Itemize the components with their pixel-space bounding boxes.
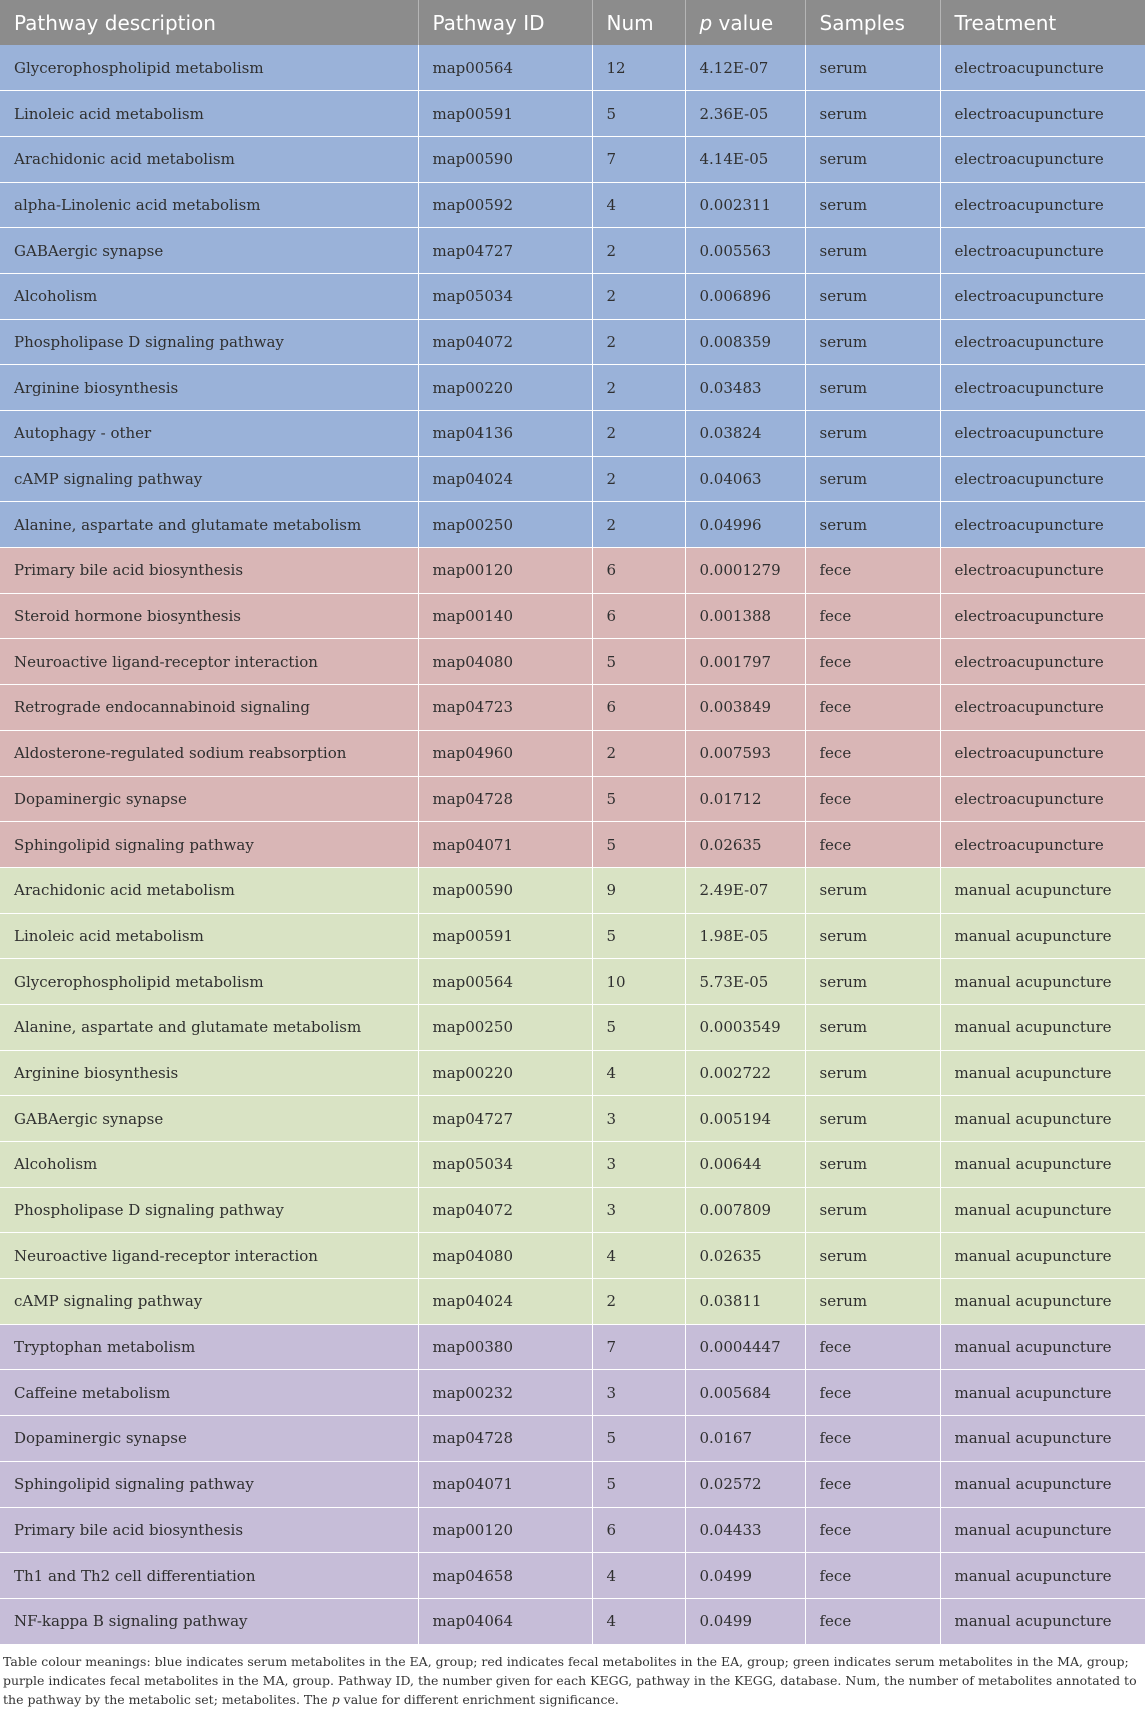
cell-pathway-id: map00564 [418,45,592,91]
cell-pathway-description: Retrograde endocannabinoid signaling [0,685,418,731]
cell-pathway-description: Glycerophospholipid metabolism [0,959,418,1005]
cell-pathway-id: map05034 [418,273,592,319]
cell-pathway-description: NF-kappa B signaling pathway [0,1598,418,1644]
cell-samples: serum [805,182,940,228]
cell-treatment: electroacupuncture [940,182,1145,228]
cell-treatment: manual acupuncture [940,1279,1145,1325]
cell-pathway-description: Neuroactive ligand-receptor interaction [0,639,418,685]
table-row [0,182,1145,228]
cell-treatment: electroacupuncture [940,639,1145,685]
cell-pathway-id: map04072 [418,319,592,365]
cell-pathway-description: Neuroactive ligand-receptor interaction [0,1233,418,1279]
cell-pathway-id: map04727 [418,228,592,274]
cell-pathway-id: map00591 [418,91,592,137]
cell-pathway-description: Sphingolipid signaling pathway [0,822,418,868]
cell-p-value: 0.0499 [685,1598,805,1644]
cell-p-value: 0.04063 [685,456,805,502]
table-row [0,730,1145,776]
table-row [0,867,1145,913]
cell-pathway-description: Arachidonic acid metabolism [0,136,418,182]
cell-pathway-id: map00120 [418,1507,592,1553]
cell-pathway-id: map04960 [418,730,592,776]
table-row [0,1416,1145,1462]
cell-samples: fece [805,1324,940,1370]
cell-pathway-id: map00140 [418,593,592,639]
header-pathway-description: Pathway description [0,0,418,45]
cell-num: 4 [592,1598,685,1644]
cell-treatment: manual acupuncture [940,913,1145,959]
cell-p-value: 2.36E-05 [685,91,805,137]
cell-samples: fece [805,593,940,639]
cell-treatment: electroacupuncture [940,228,1145,274]
table-row [0,639,1145,685]
cell-samples: serum [805,1279,940,1325]
cell-p-value: 0.01712 [685,776,805,822]
cell-pathway-id: map00220 [418,1050,592,1096]
cell-p-value: 5.73E-05 [685,959,805,1005]
cell-p-value: 0.04996 [685,502,805,548]
cell-pathway-description: cAMP signaling pathway [0,1279,418,1325]
cell-pathway-description: alpha-Linolenic acid metabolism [0,182,418,228]
cell-samples: serum [805,1004,940,1050]
cell-p-value: 0.0167 [685,1416,805,1462]
cell-num: 5 [592,776,685,822]
cell-num: 2 [592,273,685,319]
cell-pathway-id: map04072 [418,1187,592,1233]
cell-pathway-description: Linoleic acid metabolism [0,913,418,959]
cell-num: 4 [592,1553,685,1599]
header-treatment: Treatment [940,0,1145,45]
cell-pathway-description: Alcoholism [0,273,418,319]
cell-p-value: 0.005563 [685,228,805,274]
table-row [0,136,1145,182]
cell-pathway-description: GABAergic synapse [0,228,418,274]
cell-p-value: 2.49E-07 [685,867,805,913]
cell-samples: serum [805,273,940,319]
cell-num: 3 [592,1370,685,1416]
cell-p-value: 0.001797 [685,639,805,685]
cell-samples: fece [805,1461,940,1507]
cell-treatment: electroacupuncture [940,456,1145,502]
table-body [0,45,1145,1644]
cell-treatment: electroacupuncture [940,273,1145,319]
cell-treatment: manual acupuncture [940,1142,1145,1188]
cell-p-value: 0.005684 [685,1370,805,1416]
cell-num: 6 [592,1507,685,1553]
cell-treatment: manual acupuncture [940,1096,1145,1142]
cell-num: 7 [592,1324,685,1370]
cell-num: 2 [592,1279,685,1325]
cell-pathway-description: Steroid hormone biosynthesis [0,593,418,639]
cell-samples: serum [805,1233,940,1279]
cell-num: 2 [592,456,685,502]
cell-treatment: manual acupuncture [940,1507,1145,1553]
table-row [0,548,1145,594]
cell-p-value: 0.007809 [685,1187,805,1233]
header-samples: Samples [805,0,940,45]
cell-pathway-id: map00590 [418,136,592,182]
cell-p-value: 0.02635 [685,1233,805,1279]
table-row [0,1096,1145,1142]
cell-pathway-id: map00592 [418,182,592,228]
cell-samples: serum [805,959,940,1005]
cell-samples: fece [805,1553,940,1599]
cell-pathway-id: map04658 [418,1553,592,1599]
cell-treatment: electroacupuncture [940,319,1145,365]
cell-p-value: 0.007593 [685,730,805,776]
cell-pathway-description: Glycerophospholipid metabolism [0,45,418,91]
cell-treatment: electroacupuncture [940,822,1145,868]
cell-p-value: 0.0004447 [685,1324,805,1370]
cell-treatment: electroacupuncture [940,593,1145,639]
cell-pathway-id: map04071 [418,822,592,868]
cell-p-value: 4.14E-05 [685,136,805,182]
cell-p-value: 0.0001279 [685,548,805,594]
cell-pathway-id: map00564 [418,959,592,1005]
cell-p-value: 0.0003549 [685,1004,805,1050]
cell-samples: serum [805,867,940,913]
table-row [0,91,1145,137]
table-row [0,1233,1145,1279]
cell-samples: fece [805,1598,940,1644]
table-row [0,502,1145,548]
cell-num: 12 [592,45,685,91]
cell-pathway-description: Aldosterone-regulated sodium reabsorption [0,730,418,776]
cell-num: 5 [592,822,685,868]
cell-num: 2 [592,319,685,365]
cell-num: 5 [592,1004,685,1050]
cell-treatment: manual acupuncture [940,1050,1145,1096]
cell-pathway-id: map00232 [418,1370,592,1416]
cell-treatment: electroacupuncture [940,502,1145,548]
table-header [0,0,1145,45]
table-row [0,776,1145,822]
footnote-p-italic: p [331,1692,340,1707]
cell-samples: serum [805,456,940,502]
table-row [0,913,1145,959]
header-p-value-text: value [712,10,774,35]
cell-num: 10 [592,959,685,1005]
cell-samples: serum [805,91,940,137]
table-row [0,319,1145,365]
cell-p-value: 0.00644 [685,1142,805,1188]
cell-treatment: manual acupuncture [940,1461,1145,1507]
cell-p-value: 1.98E-05 [685,913,805,959]
cell-num: 3 [592,1142,685,1188]
cell-num: 5 [592,913,685,959]
cell-samples: serum [805,1096,940,1142]
table-footnote [3,1652,1143,1709]
table-row [0,1004,1145,1050]
cell-pathway-description: Alanine, aspartate and glutamate metabolism [0,1004,418,1050]
cell-p-value: 0.02635 [685,822,805,868]
cell-num: 4 [592,1233,685,1279]
cell-samples: fece [805,639,940,685]
cell-treatment: electroacupuncture [940,45,1145,91]
cell-pathway-id: map04064 [418,1598,592,1644]
cell-samples: serum [805,136,940,182]
cell-pathway-description: Arginine biosynthesis [0,365,418,411]
footnote-text: Table colour meanings: blue indicates serum metabolites in the EA, group; red indicates fecal metabolites in the EA, group; green indicates serum metabolites in the MA, group; purple indicates fecal metabolites in the MA, group. Pathway ID, the number given for each KEGG, pathway in the KEGG, database. Num, the number of metabolites annotated to the pathway by the metabolic set; metabolites. The [3,1654,1137,1707]
cell-treatment: manual acupuncture [940,1233,1145,1279]
cell-pathway-id: map00380 [418,1324,592,1370]
cell-treatment: manual acupuncture [940,959,1145,1005]
cell-pathway-description: Phospholipase D signaling pathway [0,1187,418,1233]
cell-samples: fece [805,822,940,868]
cell-samples: fece [805,730,940,776]
table-row [0,1507,1145,1553]
cell-pathway-description: Dopaminergic synapse [0,1416,418,1462]
cell-pathway-description: Alcoholism [0,1142,418,1188]
cell-pathway-id: map00220 [418,365,592,411]
cell-pathway-id: map00250 [418,502,592,548]
cell-p-value: 0.03483 [685,365,805,411]
cell-pathway-id: map04728 [418,1416,592,1462]
cell-p-value: 0.0499 [685,1553,805,1599]
cell-pathway-description: cAMP signaling pathway [0,456,418,502]
cell-p-value: 0.04433 [685,1507,805,1553]
table-row [0,1142,1145,1188]
cell-samples: serum [805,502,940,548]
table-row [0,593,1145,639]
cell-samples: serum [805,45,940,91]
table-row [0,685,1145,731]
cell-treatment: manual acupuncture [940,1553,1145,1599]
cell-samples: fece [805,1370,940,1416]
cell-samples: serum [805,1187,940,1233]
cell-pathway-description: Dopaminergic synapse [0,776,418,822]
cell-num: 2 [592,411,685,457]
cell-samples: fece [805,1507,940,1553]
cell-num: 5 [592,91,685,137]
cell-num: 7 [592,136,685,182]
cell-pathway-description: Phospholipase D signaling pathway [0,319,418,365]
cell-treatment: electroacupuncture [940,730,1145,776]
cell-samples: serum [805,365,940,411]
cell-num: 2 [592,502,685,548]
cell-pathway-id: map04080 [418,639,592,685]
cell-pathway-id: map00590 [418,867,592,913]
table-row [0,822,1145,868]
table-row [0,959,1145,1005]
cell-num: 2 [592,228,685,274]
table-row [0,365,1145,411]
cell-num: 5 [592,1416,685,1462]
cell-treatment: manual acupuncture [940,1187,1145,1233]
cell-treatment: manual acupuncture [940,1598,1145,1644]
table-row [0,1598,1145,1644]
cell-p-value: 0.005194 [685,1096,805,1142]
cell-num: 2 [592,365,685,411]
footnote-text-end: value for different enrichment significance. [339,1692,619,1707]
table-row [0,45,1145,91]
header-p-italic: p [699,10,713,35]
header-row [0,0,1145,45]
cell-pathway-description: Linoleic acid metabolism [0,91,418,137]
cell-samples: serum [805,228,940,274]
cell-num: 6 [592,548,685,594]
cell-num: 5 [592,1461,685,1507]
cell-treatment: manual acupuncture [940,867,1145,913]
table-row [0,1279,1145,1325]
cell-samples: serum [805,1142,940,1188]
cell-p-value: 0.002722 [685,1050,805,1096]
cell-treatment: manual acupuncture [940,1324,1145,1370]
cell-treatment: electroacupuncture [940,365,1145,411]
cell-p-value: 0.006896 [685,273,805,319]
cell-num: 3 [592,1096,685,1142]
table-row [0,1187,1145,1233]
table-row [0,228,1145,274]
cell-num: 2 [592,730,685,776]
header-pathway-id: Pathway ID [418,0,592,45]
cell-p-value: 0.03824 [685,411,805,457]
cell-pathway-description: Arachidonic acid metabolism [0,867,418,913]
table-row [0,1553,1145,1599]
cell-samples: serum [805,913,940,959]
cell-pathway-description: Arginine biosynthesis [0,1050,418,1096]
cell-pathway-id: map00120 [418,548,592,594]
cell-pathway-description: Alanine, aspartate and glutamate metabolism [0,502,418,548]
cell-p-value: 0.008359 [685,319,805,365]
cell-num: 6 [592,685,685,731]
header-p-value [685,0,805,45]
cell-samples: fece [805,776,940,822]
cell-p-value: 0.02572 [685,1461,805,1507]
cell-treatment: electroacupuncture [940,685,1145,731]
table-row [0,1324,1145,1370]
cell-treatment: manual acupuncture [940,1004,1145,1050]
header-num: Num [592,0,685,45]
table-row [0,456,1145,502]
cell-p-value: 0.002311 [685,182,805,228]
cell-pathway-id: map04136 [418,411,592,457]
cell-pathway-description: Primary bile acid biosynthesis [0,548,418,594]
table-row [0,1370,1145,1416]
cell-samples: serum [805,411,940,457]
table-row [0,1050,1145,1096]
table-row [0,411,1145,457]
cell-pathway-description: Primary bile acid biosynthesis [0,1507,418,1553]
cell-treatment: electroacupuncture [940,776,1145,822]
cell-treatment: manual acupuncture [940,1370,1145,1416]
cell-p-value: 0.001388 [685,593,805,639]
cell-samples: serum [805,319,940,365]
cell-p-value: 0.003849 [685,685,805,731]
cell-pathway-description: Sphingolipid signaling pathway [0,1461,418,1507]
cell-pathway-id: map04723 [418,685,592,731]
cell-treatment: electroacupuncture [940,548,1145,594]
cell-pathway-description: Th1 and Th2 cell differentiation [0,1553,418,1599]
cell-samples: fece [805,685,940,731]
cell-num: 4 [592,1050,685,1096]
cell-pathway-id: map05034 [418,1142,592,1188]
cell-pathway-id: map04728 [418,776,592,822]
cell-pathway-description: GABAergic synapse [0,1096,418,1142]
cell-pathway-description: Tryptophan metabolism [0,1324,418,1370]
cell-samples: fece [805,1416,940,1462]
cell-num: 5 [592,639,685,685]
cell-pathway-id: map04080 [418,1233,592,1279]
cell-treatment: electroacupuncture [940,91,1145,137]
cell-num: 3 [592,1187,685,1233]
cell-samples: serum [805,1050,940,1096]
cell-num: 4 [592,182,685,228]
cell-samples: fece [805,548,940,594]
cell-p-value: 0.03811 [685,1279,805,1325]
cell-treatment: manual acupuncture [940,1416,1145,1462]
cell-pathway-id: map00250 [418,1004,592,1050]
cell-pathway-id: map00591 [418,913,592,959]
cell-pathway-description: Caffeine metabolism [0,1370,418,1416]
cell-pathway-id: map04024 [418,1279,592,1325]
cell-pathway-id: map04727 [418,1096,592,1142]
cell-treatment: electroacupuncture [940,411,1145,457]
cell-pathway-id: map04071 [418,1461,592,1507]
cell-treatment: electroacupuncture [940,136,1145,182]
cell-num: 6 [592,593,685,639]
cell-pathway-description: Autophagy - other [0,411,418,457]
cell-p-value: 4.12E-07 [685,45,805,91]
table-row [0,273,1145,319]
cell-num: 9 [592,867,685,913]
table-row [0,1461,1145,1507]
cell-pathway-id: map04024 [418,456,592,502]
